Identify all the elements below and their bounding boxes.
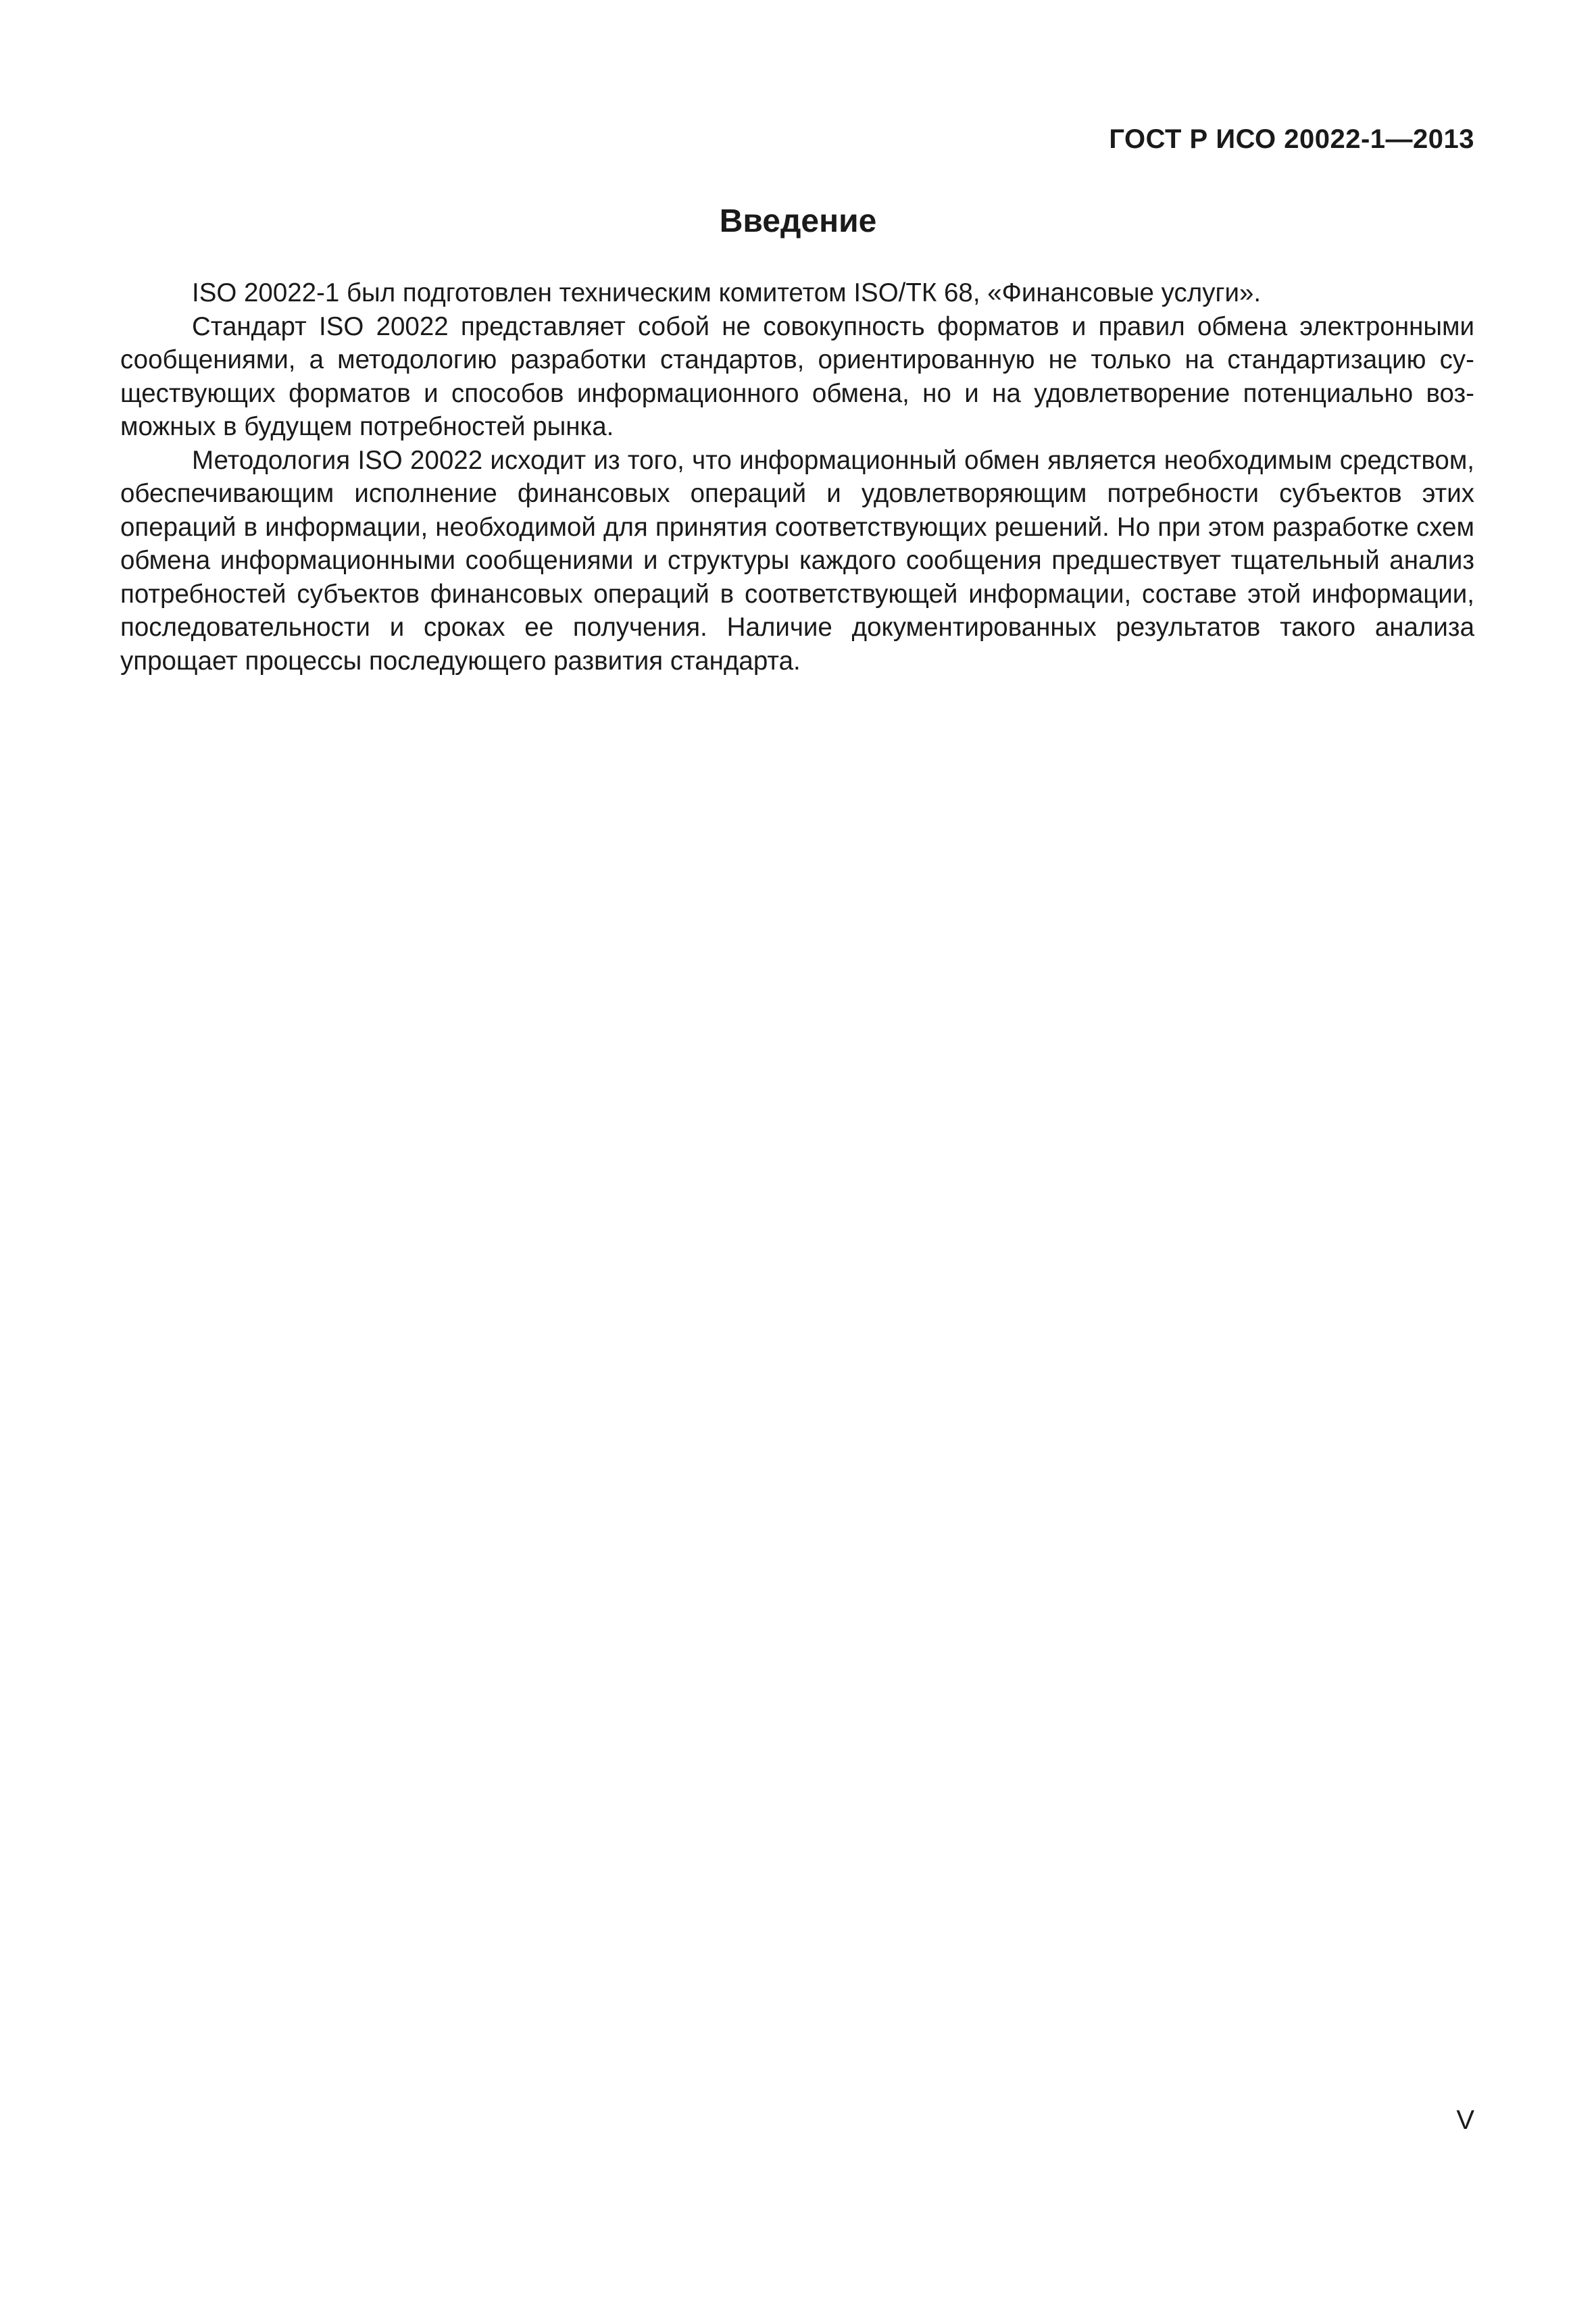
introduction-body [120, 276, 1474, 678]
document-code-header: ГОСТ Р ИСО 20022-1—2013 [1109, 124, 1474, 154]
paragraph: ISO 20022-1 был подготовлен техническим комитетом ISO/TК 68, «Финансовые услуги». [192, 278, 1262, 307]
section-title: Введение [719, 203, 877, 239]
page-number: V [1456, 2105, 1474, 2135]
paragraph: Методология ISO 20022 исходит из того, что информационный обмен является необходимым средством, обеспечивающим исполнение финансовых операций и удовлетворяющим потребности субъектов этих операций в информации, необходимой для принятия соответствующих решений. Но при этом разработке схем обмена информационными сообщениями и структуры каждого сообщения предшествует тщательный анализ потребностей субъектов финансовых операций в соответствующей информации, составе этой информации, последовательности и сроках ее получения. Наличие документированных результатов такого анализа упрощает процессы последующего развития стандарта. [120, 445, 1474, 676]
paragraph: Стандарт ISO 20022 представляет собой не совокупность форматов и правил обмена электронными сообщениями, а методологию разработки стандартов, ориентированную не только на стандартизацию существующих форматов и способов информационного обмена, но и на удовлетворение потенциально возможных в будущем потребностей рынка. [120, 311, 1474, 441]
